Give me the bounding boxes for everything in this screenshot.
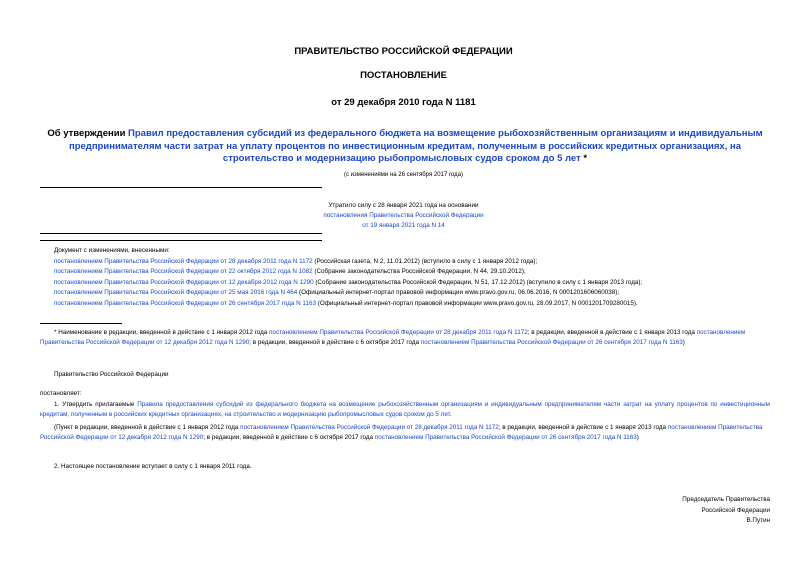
footnote-text: * Наименование в редакции, введенной в действие с 1 января 2012 года	[54, 329, 270, 336]
expired-notice	[300, 201, 507, 231]
list-item	[54, 299, 784, 310]
change-link[interactable]: постановлением Правительства Российской Федерации от 26 сентября 2017 года N 1163	[54, 299, 316, 307]
note-text: )	[636, 434, 639, 442]
government-statement: Правительство Российской Федерации	[54, 371, 169, 378]
changes-intro: Документ с изменениями, внесенными:	[54, 247, 170, 254]
note-link[interactable]: постановлением Правительства Российской Федерации от 28 декабря 2011 года N 1172	[240, 424, 499, 431]
footnote	[40, 328, 770, 349]
decides-label: постановляет:	[40, 390, 82, 397]
note-link[interactable]: постановлением Правительства Российской Федерации от 12 декабря 2012 года N 1290	[40, 424, 763, 442]
signature-country: Российской Федерации	[701, 506, 770, 514]
change-link[interactable]: постановлением Правительства Российской Федерации от 22 октября 2012 года N 1082	[54, 268, 313, 275]
change-source: (Собрание законодательства Российской Федерации, N 51, 17.12.2012) (вступило в силу с 1 января 2013 года);	[313, 278, 643, 286]
change-source: (Российская газета, N 2, 11.01.2012) (вступило в силу с 1 января 2012 года);	[312, 257, 538, 265]
item-1	[40, 400, 770, 421]
title-suffix: *	[580, 153, 588, 164]
footnote-link[interactable]: постановлением Правительства Российской Федерации от 12 декабря 2012 года N 1290	[40, 329, 746, 347]
change-source: (Официальный интернет-портал правовой информации www.pravo.gov.ru, 28.09.2017, N 0001201709280015).	[315, 299, 638, 307]
item-2: 2. Настоящее постановление вступает в силу с 1 января 2011 года.	[54, 463, 252, 470]
footnote-link[interactable]: постановлением Правительства Российской Федерации от 26 сентября 2017 года N 1163	[420, 339, 683, 347]
signature-name: В.Путин	[746, 517, 770, 524]
change-source: (Официальный интернет-портал правовой информации www.pravo.gov.ru, 06.06.2016, N 0001201606060038);	[297, 289, 620, 296]
note-text: ; в редакции, введенной в действие с 6 октября 2017 года	[203, 434, 375, 442]
expired-text: Утратило силу с 28 января 2021 года на основании	[328, 202, 479, 209]
divider	[40, 233, 322, 234]
note-link[interactable]: постановлением Правительства Российской Федерации от 26 сентября 2017 года N 1163	[374, 434, 637, 442]
change-link[interactable]: постановлением Правительства Российской Федерации от 25 мая 2016 года N 464	[54, 289, 298, 296]
divider	[40, 240, 322, 241]
expired-link-decree[interactable]: постановления Правительства Российской Федерации	[323, 212, 484, 219]
expired-link-date[interactable]: от 19 января 2021 года N 14	[362, 222, 445, 229]
item-1-amendment-note	[40, 423, 770, 444]
document-title	[40, 128, 770, 166]
title-prefix: Об утверждении	[47, 128, 129, 139]
document-date-number: от 29 декабря 2010 года N 1181	[331, 97, 476, 108]
amendment-note: (с изменениями на 26 сентября 2017 года)	[344, 172, 463, 178]
document-type-heading: ПОСТАНОВЛЕНИЕ	[360, 70, 447, 81]
footnote-link[interactable]: постановлением Правительства Российской Федерации от 28 декабря 2011 года N 1172	[269, 329, 528, 336]
government-heading: ПРАВИТЕЛЬСТВО РОССИЙСКОЙ ФЕДЕРАЦИИ	[294, 46, 513, 57]
change-link[interactable]: постановлением Правительства Российской Федерации от 12 декабря 2012 года N 1290	[54, 278, 314, 286]
footnote-text: )	[682, 339, 685, 347]
change-source: (Собрание законодательства Российской Федерации, N 44, 29.10.2012);	[312, 268, 526, 275]
item-1-rules-link[interactable]: Правила предоставления субсидий из федерального бюджета на возмещение рыбохозяйственным организациям и индивидуальным предпринимателям части затрат на уплату процентов по инвестиционным кредитам, полученным в российских кредитных организациях, на строительство и модернизацию рыбопромысловых судов сроком до 5 лет	[40, 401, 770, 419]
divider	[40, 187, 322, 188]
signature-title: Председатель Правительства	[682, 496, 770, 503]
footnote-text: ; в редакции, введенной в действие с 6 октября 2017 года	[249, 339, 421, 347]
list-item	[54, 257, 784, 268]
item-1-suffix: .	[449, 411, 452, 419]
list-item	[54, 267, 784, 278]
list-item	[54, 288, 784, 299]
note-text: (Пункт в редакции, введенной в действие с 1 января 2012 года	[54, 424, 241, 431]
signature-block	[560, 495, 770, 527]
footnote-divider	[40, 323, 122, 324]
footnote-text: ; в редакции, введенной в действие с 1 января 2013 года	[527, 329, 697, 336]
changes-list	[54, 246, 784, 309]
change-link[interactable]: постановлением Правительства Российской Федерации от 28 декабря 2011 года N 1172	[54, 257, 313, 265]
title-rules-link[interactable]: Правил предоставления субсидий из федерального бюджета на возмещение рыбохозяйственным организациям и индивидуальным предпринимателям части затрат на уплату процентов по инвестиционным кредитам, полученным в российских кредитных организациях, на строительство и модернизацию рыбопромысловых судов сроком до 5 лет	[68, 128, 763, 164]
item-1-prefix: 1. Утвердить прилагаемые	[54, 401, 138, 408]
list-item	[54, 278, 784, 289]
note-text: ; в редакции, введенной в действие с 1 января 2013 года	[498, 424, 668, 431]
